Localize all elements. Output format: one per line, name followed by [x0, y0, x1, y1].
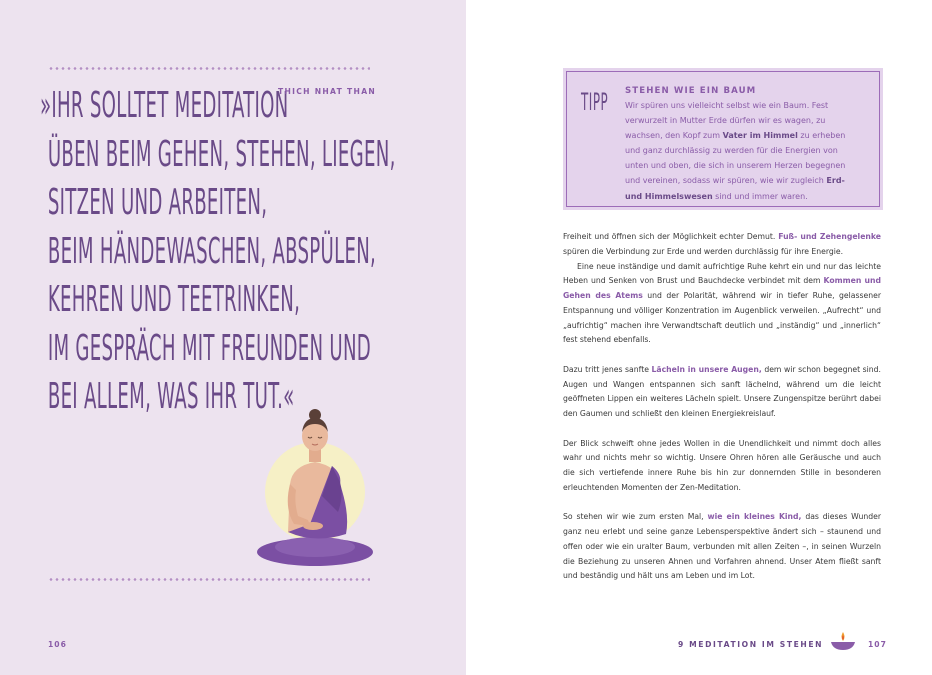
tipp-text-highlight: Erd- und Himmelswesen: [625, 176, 845, 201]
paragraph: [563, 260, 881, 349]
tipp-text-part: zu erheben und ganz durchlässig zu werden für die Energien von unten und oben, die sich in unserem Herzen begegnen und vereinen, sodass wir spüren, wie wir zugleich: [625, 131, 846, 186]
page-number-right: 107: [868, 640, 887, 649]
quote-line: IM GESPRÄCH MIT FREUNDEN UND: [47, 327, 372, 369]
highlight-run: Fuß- und Zehengelenke: [778, 232, 881, 241]
quote-line: KEHREN UND TEETRINKEN,: [47, 279, 301, 320]
highlight-run: wie ein kleines Kind,: [707, 512, 802, 522]
text-run: Eine neue inständige und damit aufrichtige Ruhe kehrt ein und nur das leichte Heben und Senken von Brust und Bauchdecke verbindet mit dem: [563, 261, 881, 286]
text-run: dem wir schon begegnet sind. Augen und Wangen entspannen sich sanft lächelnd, während um die leicht geöffneten Lippen ein weiteres Lächeln spielt. Unsere Zungenspitze berührt dabei den Gaumen und schließt den kleinen Energiekreislauf.: [563, 364, 881, 418]
paragraph: [563, 363, 881, 422]
paragraph: [563, 230, 881, 260]
text-run: Der Blick schweift ohne jedes Wollen in die Unendlichkeit und nimmt doch alles wahr und nichts mehr so wichtig. Unsere Ohren hören alle Geräusche und auch die sich vertiefende innere Ruhe bis hin zur donnernden Stille in besonderen erleuchtenden Momenten der Zen-Meditation.: [563, 438, 881, 492]
text-run: Dazu tritt jenes sanfte: [563, 364, 652, 374]
tipp-text-part: Wir spüren uns vielleicht selbst wie ein Baum. Fest verwurzelt in Mutter Erde dürfen wir es wagen, zu wachsen, den Kopf zum: [625, 101, 829, 141]
dotted-divider-top: [48, 67, 370, 70]
highlight-run: Kommen und Gehen des Atems: [563, 276, 882, 300]
text-run: Freiheit und öffnen sich der Möglichkeit echter Demut.: [563, 232, 779, 241]
paragraph: [563, 510, 881, 584]
highlight-run: Lächeln in unsere Augen,: [651, 364, 762, 374]
paragraph: [563, 437, 881, 496]
tipp-text: [625, 98, 859, 204]
meditating-figure-illustration: [250, 404, 380, 574]
tipp-text-part: sind und immer waren.: [712, 191, 808, 201]
tipp-text-highlight: Vater im Himmel: [722, 131, 798, 141]
text-run: und der Polarität, während wir in tiefer Ruhe, gelassener Entspannung und völliger Konzentration im Augenblick verweilen. „Aufrecht“ und „aufrichtig“ machen ihre Verwandtschaft deutlich und „inständig“ und „innerlich“ fest stehend ebenfalls.: [563, 291, 881, 345]
quote-line: BEIM HÄNDEWASCHEN, ABSPÜLEN,: [47, 230, 377, 272]
quote-line: ÜBEN BEIM GEHEN, STEHEN, LIEGEN,: [47, 133, 396, 175]
text-run: spüren die Verbindung zur Erde und werden durchlässig für ihre Energie.: [563, 246, 844, 256]
running-head: 9 MEDITATION IM STEHEN: [678, 640, 824, 649]
tipp-heading: STEHEN WIE EIN BAUM: [625, 86, 757, 96]
text-run: So stehen wir wie zum ersten Mal,: [563, 512, 708, 522]
quote-block: [40, 82, 420, 422]
quote-author: THICH NHAT THAN: [278, 87, 377, 96]
tipp-label: TIPP: [581, 88, 609, 116]
quote-line: BEI ALLEM, WAS IHR TUT.«: [47, 376, 295, 417]
dotted-divider-bottom: [48, 578, 370, 581]
quote-line: SITZEN UND ARBEITEN,: [47, 182, 268, 223]
body-text: [563, 230, 881, 584]
oil-lamp-icon: [829, 630, 857, 652]
quote-line: »IHR SOLLTET MEDITATION: [40, 85, 289, 126]
page-number-left: 106: [48, 640, 67, 649]
text-run: das dieses Wunder ganz neu erlebt und seine ganze Lebensperspektive ändert sich – staunend und offen oder wie ein uralter Baum, verbunden mit allen Zeiten –, in seinen Wurzeln die Beziehung zu unseren Ahnen und Vorfahren ahnend. Unser Atem fließt sanft und beständig und hält uns am Leben und im Lot.: [563, 512, 881, 581]
right-page: [466, 0, 932, 675]
